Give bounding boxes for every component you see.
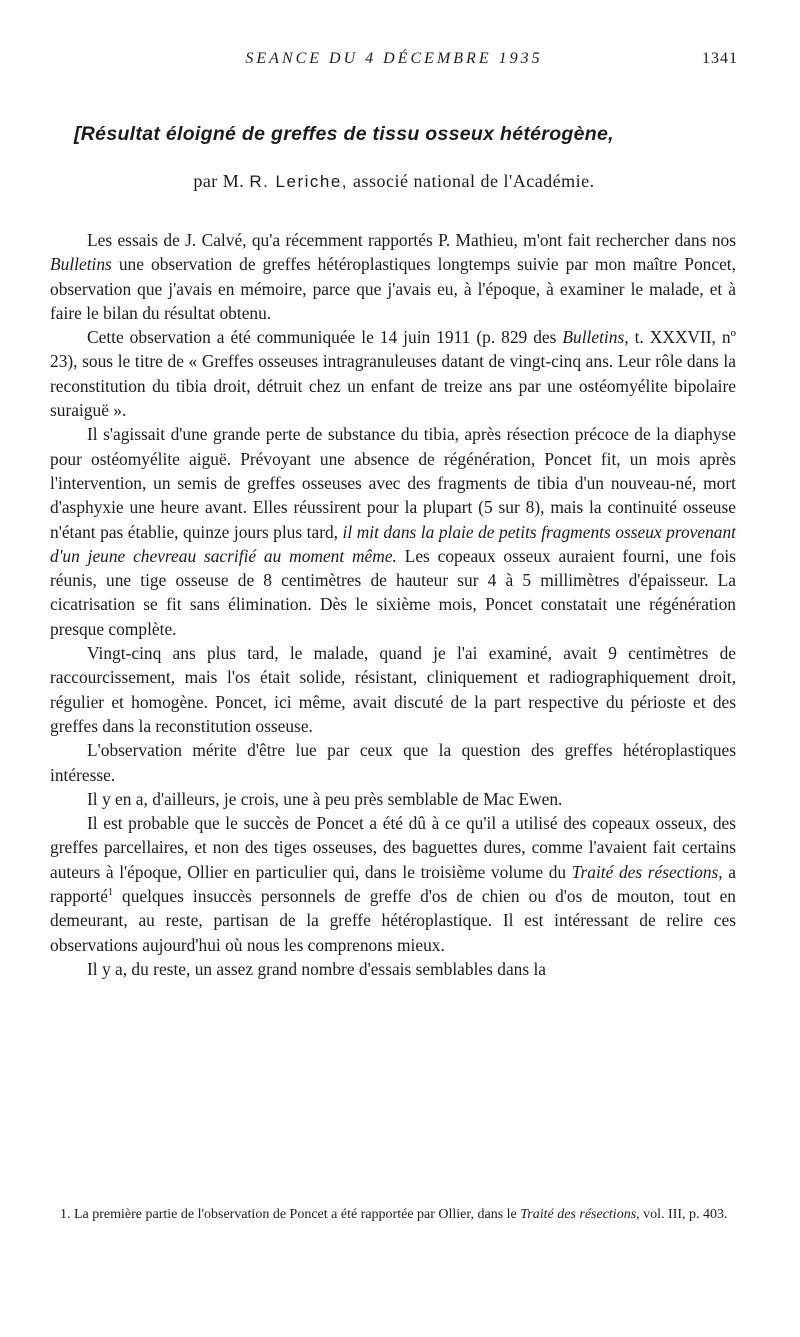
byline [50, 171, 738, 192]
footnote-ref: 1 [107, 887, 113, 899]
italic-bulletins: Bulletins, [562, 327, 629, 348]
paragraph-2: Cette observation a été communiquée le 14 juin 1911 (p. 829 des Bulletins, t. XXXVII, nº 23), sous le titre de « Greffes osseuses intragranuleuses datant de vingt-cinq ans. Leur rôle dans la reconstitution du tibia droit, détruit chez un enfant de treize ans par une ostéomyélite bipolaire suraiguë ». [50, 327, 736, 421]
footnote-italic: Traité des résections, [520, 1207, 640, 1222]
footnote-rest: vol. III, p. 403. [643, 1207, 728, 1222]
running-header [50, 50, 738, 74]
footnote [50, 1206, 738, 1225]
paragraph-8: Il y a, du reste, un assez grand nombre d'essais semblables dans la [87, 958, 547, 979]
byline-prefix: par M. [193, 171, 245, 191]
paragraph-1: Les essais de J. Calvé, qu'a récemment rapportés P. Mathieu, m'ont fait rechercher dans nos Bulletins une observation de greffes hétéroplastiques longtemps suivie par mon maître Poncet, observation que j'avais en mémoire, parce que j'avais eu, à l'époque, à examiner le malade, et à faire le bilan du résultat obtenu. [50, 230, 736, 323]
article-body [50, 228, 736, 981]
footnote-text: La première partie de l'observation de Poncet a été rapportée par Ollier, dans le [74, 1207, 517, 1222]
paragraph-7: Il est probable que le succès de Poncet a été dû à ce qu'il a utilisé des copeaux osseux, des greffes parcellaires, et non des tiges osseuses, des baguettes dures, comme l'avaient fait certains auteurs à l'époque, Ollier en particulier qui, dans le troisième volume du Traité des résections, a rapporté$^1$ quelques insuccès personnels de greffe d'os de chien ou d'os de mouton, tout en demeurant, au reste, partisan de la greffe hétéroplastique. Il est intéressant de relire ces observations aujourd'hui où nous les comprenons mieux. [50, 813, 737, 955]
paragraph-5: L'observation mérite d'être lue par ceux que la question des greffes hétéroplastiques intéresse. [50, 740, 736, 785]
italic-bulletins: Bulletins [50, 254, 112, 275]
byline-suffix: associé national de l'Académie. [353, 171, 595, 191]
italic-traite: Traité des résections, [571, 861, 723, 882]
footnote-marker: 1. [60, 1207, 71, 1222]
paragraph-4: Vingt-cinq ans plus tard, le malade, quand je l'ai examiné, avait 9 centimètres de raccourcissement, mais l'os était solide, résistant, cliniquement et radiographiquement droit, régulier et homogène. Poncet, ici même, avait discuté de la part respective du périoste et des greffes dans la reconstitution osseuse. [50, 643, 736, 736]
paragraph-6: Il y en a, d'ailleurs, je crois, une à peu près semblable de Mac Ewen. [87, 788, 563, 809]
italic-passage: il mit dans la plaie de petits fragments osseux provenant d'un jeune chevreau sacrifié au moment même. [50, 521, 736, 566]
running-title: SEANCE DU 4 DÉCEMBRE 1935 [245, 50, 543, 67]
article-title: [Résultat éloigné de greffes de tissu osseux hétérogène, [74, 123, 614, 145]
page-number: 1341 [702, 50, 738, 67]
paragraph-3: Il s'agissait d'une grande perte de substance du tibia, après résection précoce de la diaphyse pour ostéomyélite aiguë. Prévoyant une absence de régénération, Poncet fit, un mois après l'intervention, un semis de greffes osseuses avec des fragments de tibia d'un nouveau-né, mort d'asphyxie une heure avant. Elles réussirent pour la plupart (5 sur 8), mais la continuité osseuse n'étant pas établie, quinze jours plus tard, il mit dans la plaie de petits fragments osseux provenant d'un jeune chevreau sacrifié au moment même. Les copeaux osseux auraient fourni, une fois réunis, une tige osseuse de 8 centimètres de hauteur sur 4 à 5 millimètres d'épaisseur. La cicatrisation se fit sans élimination. Dès le sixième mois, Poncet constatait une régénération presque complète. [50, 424, 736, 639]
author-name: R. Leriche, [249, 172, 349, 191]
